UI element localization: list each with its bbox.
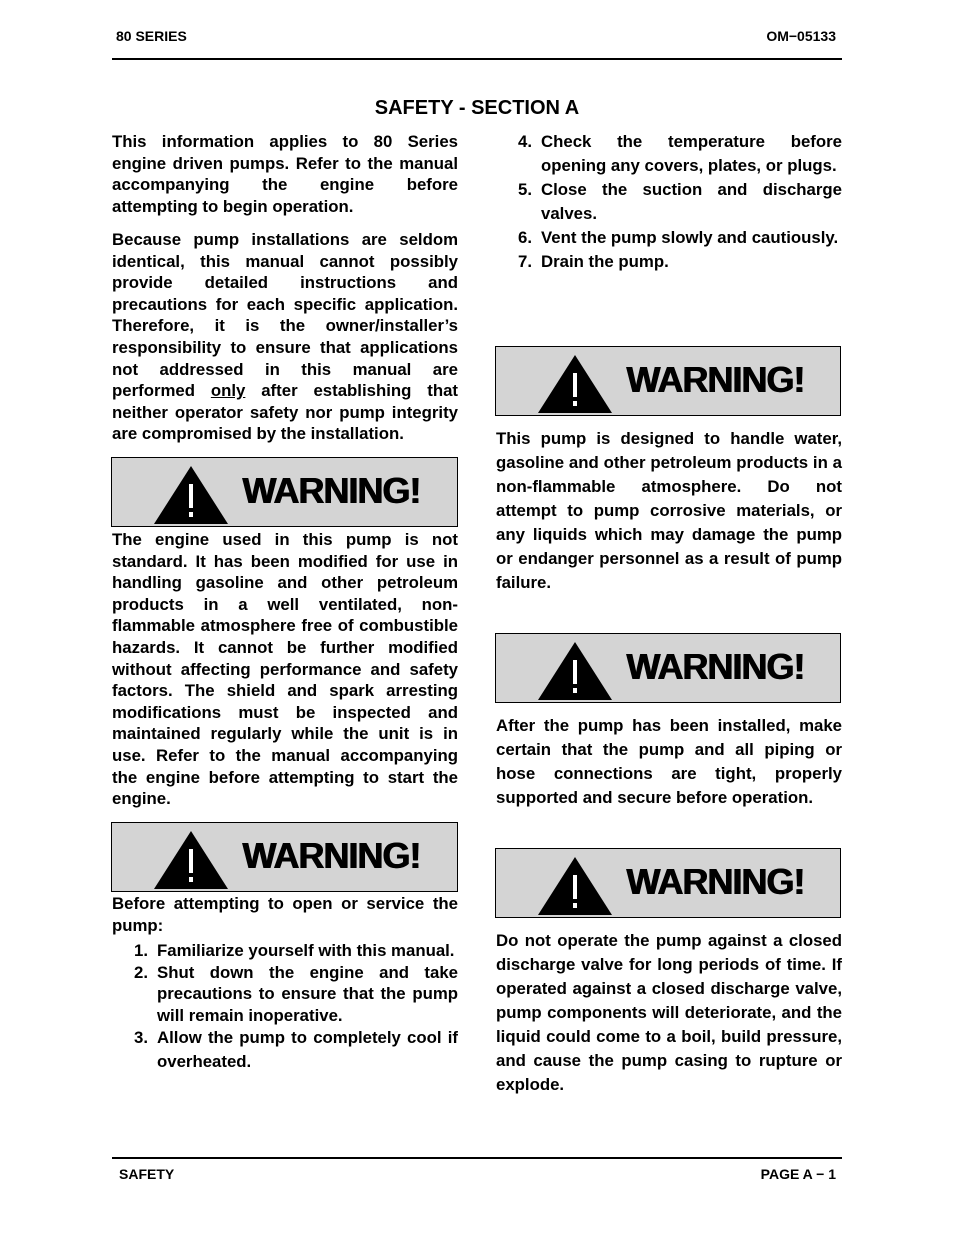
- warning-triangle-icon: [538, 642, 612, 700]
- warning-triangle-icon: [538, 857, 612, 915]
- intro-2-text-a: Because pump installations are seldom identical, this manual cannot possibly provide detailed instructions and precautions for each specific application. Therefore, it is the owner/installer’s responsibility to ensure that applications not addressed in this manual are performed: [112, 230, 458, 401]
- warning-label: WARNING!: [242, 470, 420, 511]
- list-item: 5. Close the suction and discharge valves.: [518, 180, 842, 223]
- warning-4-text: After the pump has been installed, make certain that the pump and all piping or hose connections are tight, properly supported and secure before operation.: [496, 716, 842, 807]
- footer-section: SAFETY: [119, 1166, 175, 1182]
- warning-1-text: The engine used in this pump is not standard. It has been modified for use in handling gasoline and other petroleum products in a well ventilated, non-flammable atmosphere free of combustible hazards. It cannot be further modified without affecting performance and safety factors. The shield and spark arresting modifications must be inspected and maintained regularly while the unit is in use. Refer to the manual accompanying the engine before attempting to start the engine.: [112, 530, 458, 809]
- warning-label: WARNING!: [626, 861, 804, 902]
- list-item: 4. Check the temperature before opening any covers, plates, or plugs.: [518, 132, 842, 175]
- warning-label: WARNING!: [242, 835, 420, 876]
- list-item: 6. Vent the pump slowly and cautiously.: [518, 228, 839, 247]
- warning-label: WARNING!: [626, 646, 804, 687]
- footer-page-number: PAGE A − 1: [760, 1166, 836, 1182]
- warning-box-1: [111, 457, 458, 527]
- intro-paragraph-1: This information applies to 80 Series engine driven pumps. Refer to the manual accompanying the engine before attempting to begin operation.: [112, 132, 458, 216]
- footer-rule: [112, 1157, 842, 1159]
- warning-triangle-icon: [154, 466, 228, 524]
- intro-paragraph-2: [112, 229, 458, 445]
- header-doc-number: OM−05133: [766, 28, 836, 44]
- warning-2-intro: Before attempting to open or service the pump:: [112, 894, 458, 935]
- warning-box-5: [495, 848, 841, 918]
- list-item: 1. Familiarize yourself with this manual.: [134, 941, 455, 960]
- list-item: 7. Drain the pump.: [518, 252, 669, 271]
- service-steps-list-b: [496, 130, 842, 274]
- header-series: 80 SERIES: [116, 28, 187, 44]
- page-title: SAFETY - SECTION A: [374, 97, 580, 119]
- warning-box-2: [111, 822, 458, 892]
- service-steps-list-a: [112, 940, 458, 1074]
- warning-5-text: Do not operate the pump against a closed discharge valve for long periods of time. If operated against a closed discharge valve, pump components will deteriorate, and the liquid could come to a boil, build pressure, and cause the pump casing to rupture or explode.: [496, 931, 842, 1094]
- list-item: 2. Shut down the engine and take precautions to ensure that the pump will remain inoperative.: [134, 962, 458, 1025]
- warning-label: WARNING!: [626, 359, 804, 400]
- header-rule: [112, 58, 842, 60]
- warning-box-4: [495, 633, 841, 703]
- warning-3-text: This pump is designed to handle water, gasoline and other petroleum products in a non-flammable atmosphere. Do not attempt to pump corrosive materials, or any liquids which may damage the pump or endanger personnel as a result of pump failure.: [496, 429, 842, 592]
- list-item: 3. Allow the pump to completely cool if overheated.: [134, 1028, 458, 1072]
- intro-2-text-b: after establishing that neither operator safety nor pump integrity are compromised by the installation.: [112, 381, 458, 444]
- warning-box-3: [495, 346, 841, 416]
- warning-triangle-icon: [538, 355, 612, 413]
- warning-triangle-icon: [154, 831, 228, 889]
- intro-2-emphasis: only: [210, 381, 246, 401]
